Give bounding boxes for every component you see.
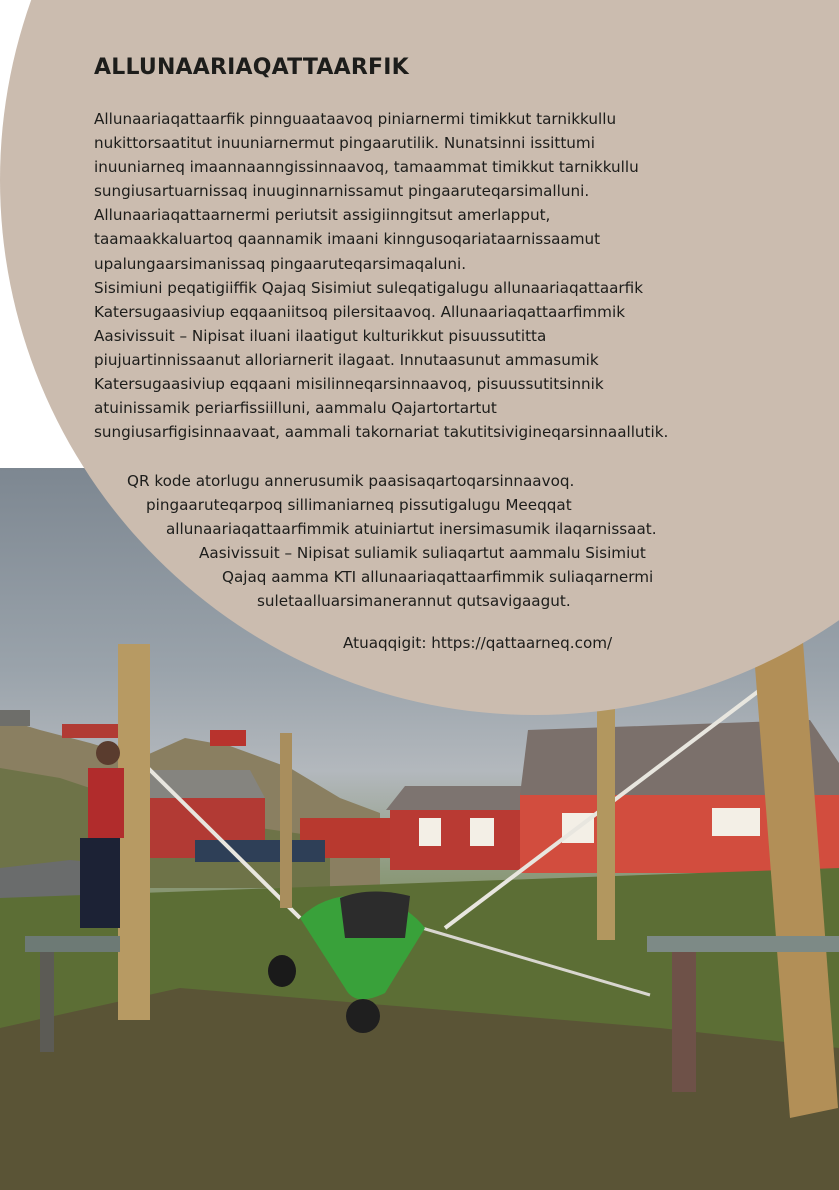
- qr-info-line: suletaalluarsimanerannut qutsavigaagut.: [257, 592, 571, 611]
- body-paragraph: [94, 107, 794, 444]
- window: [712, 808, 760, 836]
- paragraph-line: Allunaariaqattaarfik pinnguaataavoq piniarnermi timikkut tarnikkullu: [94, 110, 617, 128]
- distant-house: [210, 730, 246, 746]
- bench-leg: [40, 952, 54, 1052]
- paragraph-line: nukittorsaatitut inuuniarnermut pingaarutilik. Nunatsinni issittumi: [94, 134, 595, 153]
- qr-info-line: Aasivissuit – Nipisat suliamik suliaqartut aammalu Sisimiut: [199, 544, 646, 563]
- parked-bus: [195, 840, 325, 862]
- person-hanging-pants: [340, 891, 410, 938]
- person-head: [96, 741, 120, 765]
- bench: [25, 936, 120, 952]
- qr-info-line: Qajaq aamma KTI allunaariaqattaarfimmik suliaqarnermi: [222, 568, 654, 587]
- qr-info-block: [0, 469, 839, 614]
- qr-info-line: QR kode atorlugu annerusumik paasisaqartoqarsinnaavoq.: [127, 472, 575, 490]
- paragraph-line: upalungaarsimanissaq pingaaruteqarsimaqaluni.: [94, 254, 467, 273]
- qr-info-line: allunaariaqattaarfimmik atuiniartut inersimasumik ilaqarnissaat.: [166, 520, 657, 539]
- wooden-post: [597, 700, 615, 940]
- distant-house: [0, 710, 30, 726]
- paragraph-line: taamaakkaluartoq qaannamik imaani kinngusoqariataarnissaamut: [94, 230, 601, 249]
- paragraph-line: inuuniarneq imaannaanngissinnaavoq, tamaammat timikkut tarnikkullu: [94, 158, 639, 177]
- paragraph-line: Aasivissuit – Nipisat iluani ilaatigut kulturikkut pisuussutitta: [94, 326, 547, 345]
- paragraph-line: Katersugaasiviup eqqaaniitsoq pilersitaavoq. Allunaariaqattaarfimmik: [94, 302, 625, 321]
- person-legs: [80, 838, 120, 928]
- wooden-post: [280, 733, 292, 908]
- distant-house: [62, 724, 122, 738]
- window: [470, 818, 494, 846]
- page-title: ALLUNAARIAQATTAARFIK: [94, 55, 409, 80]
- paragraph-line: Sisimiuni peqatigiiffik Qajaq Sisimiut suleqatigalugu allunaariaqattaarfik: [94, 278, 644, 297]
- bench-leg: [672, 952, 696, 1092]
- person-standing: [88, 768, 124, 838]
- paragraph-line: Allunaariaqattaarnermi periutsit assigiinngitsut amerlapput,: [94, 206, 551, 225]
- bench: [647, 936, 839, 952]
- website-link[interactable]: Atuaqqigit: https://qattaarneq.com/: [343, 634, 613, 652]
- red-building-center: [390, 808, 525, 870]
- qr-info-line: pingaaruteqarpoq sillimaniarneq pissutigalugu Meeqqat: [146, 496, 572, 515]
- wheelbarrow-wheel: [268, 955, 296, 987]
- paragraph-line: sungiusartuarnissaq inuuginnarnissamut pingaaruteqarsimalluni.: [94, 182, 590, 201]
- window: [419, 818, 441, 846]
- paragraph-line: atuinissamik periarfissiilluni, aammalu Qajartortartut: [94, 399, 497, 418]
- paragraph-line: piujuartinnissaanut alloriarnerit ilagaat. Innutaasunut ammasumik: [94, 350, 599, 369]
- roof: [386, 786, 525, 810]
- paragraph-line: sungiusarfigisinnaavaat, aammali takornariat takutitsivigineqarsinnaallutik.: [94, 423, 669, 442]
- paragraph-line: Katersugaasiviup eqqaani misilinneqarsinnaavoq, pisuussutitsinnik: [94, 375, 604, 394]
- roof: [140, 770, 265, 798]
- person-hanging-head: [346, 999, 380, 1033]
